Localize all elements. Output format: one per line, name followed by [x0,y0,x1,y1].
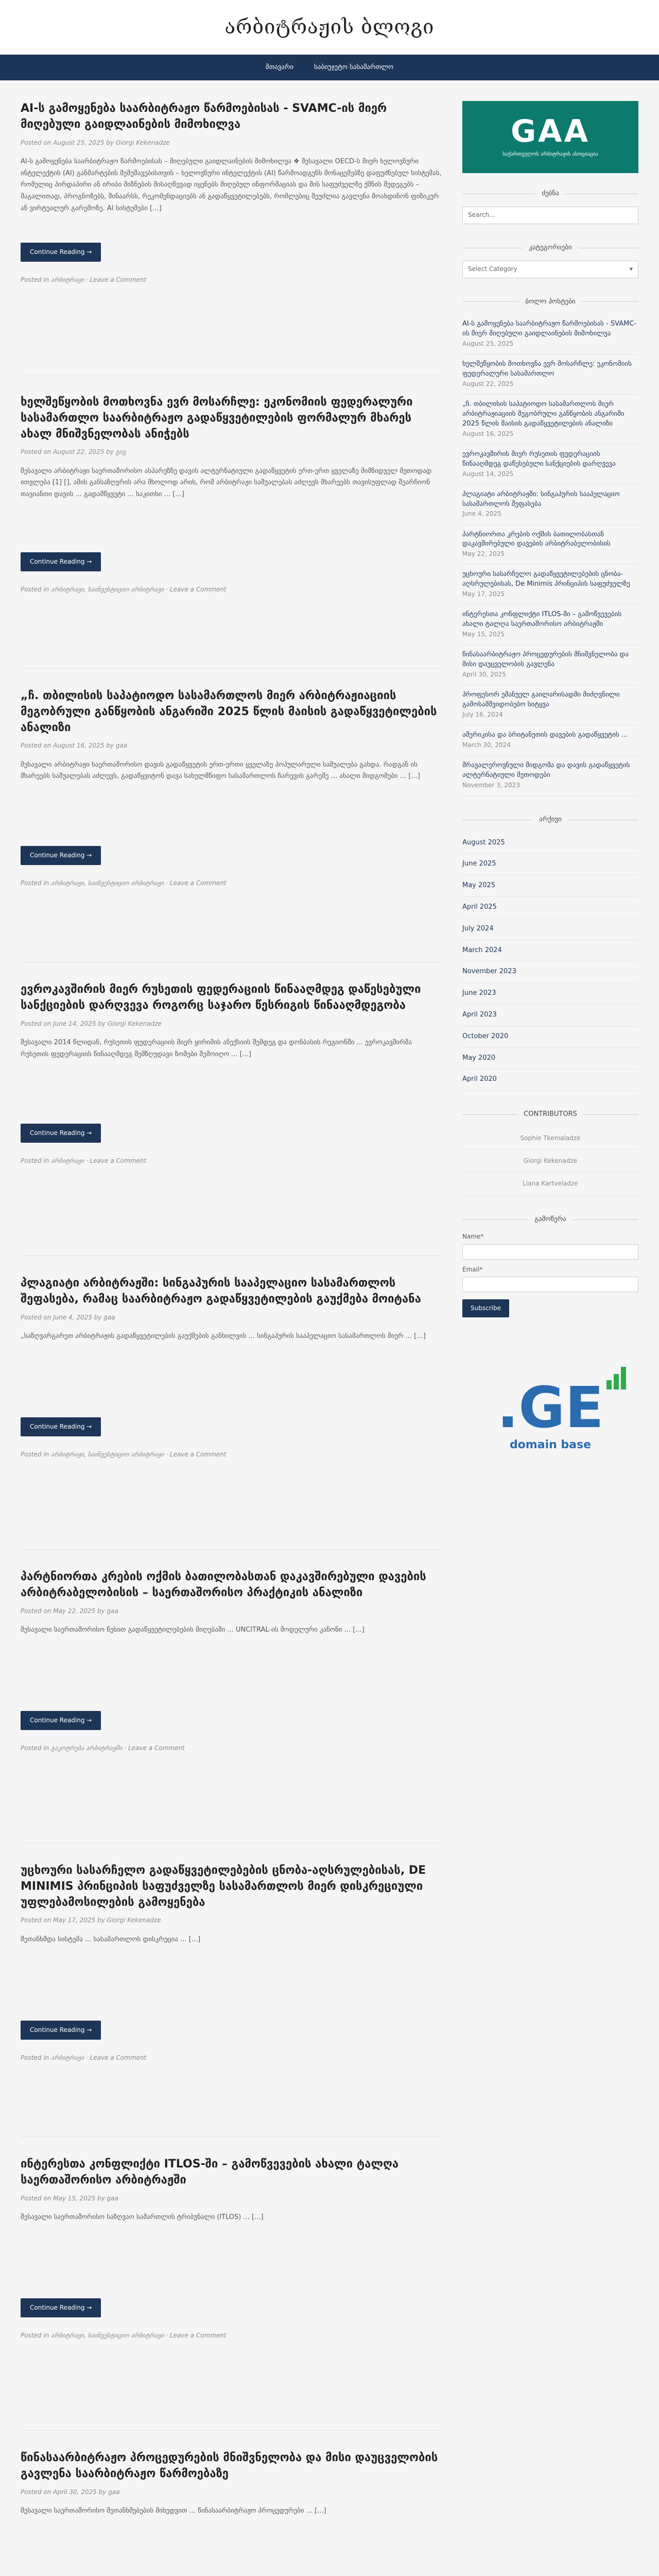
recent-post-date: May 17, 2025 [462,590,505,598]
widget-title: გამოწერა [462,1214,638,1225]
post-excerpt: შესავალი არბიტრაჟი საერთაშორისო დავის გადაწყვეტის ერთ-ერთი ყველაზე პოპულარული საშუალება გახდა. რადგან ის მხარეებს საშუალებას აძლევს, გადაწყვიტონ დავა სახელმწიფო სასამართლოს ჩარევის გარეშე ... ახალი მიდგომები ... [...] [21,760,420,781]
post-title[interactable]: ხელშეწყობის მოთხოვნა ევრ მოსარჩლე: ეკონომიის ფედერალური სასამართლო საარბიტრაჟო გადაწყვეტილების ფორმალურ მხარეს ახალ მნიშვნელობას ანიჭებს [21,396,413,440]
recent-post-date: April 30, 2025 [462,670,506,678]
archive-link[interactable]: July 2024 [462,919,638,940]
category-select-value: Select Category [468,265,517,273]
recent-post-title[interactable]: ამერიკისა და ბრიტანეთის დავების გადაწყვეტის ... [462,731,628,739]
recent-post-date: August 14, 2025 [462,470,514,478]
post-meta: Posted on May 17, 2025 by Giorgi Kekenadze [21,1917,161,1924]
contributors-widget [462,1109,638,1195]
post [21,1276,442,1550]
subscribe-button[interactable]: Subscribe [462,1299,509,1317]
post [21,2450,442,2576]
post [21,1569,442,1843]
search-placeholder: Search... [468,211,495,219]
archive-link[interactable]: June 2023 [462,983,638,1005]
post-footer[interactable]: Posted in არბიტრაჟი, საინვესტიციო არბიტრაჟი · Leave a Comment [21,879,227,887]
name-field[interactable] [462,1244,638,1260]
recent-post-item[interactable] [462,645,638,685]
recent-post-date: August 16, 2025 [462,430,514,437]
continue-reading-button[interactable]: Continue Reading → [21,2298,101,2317]
recent-post-title[interactable]: პარტნიორთა კრების ოქმის ბათილობასთან დაკავშირებული დავების არბიტრაბელობისის [462,530,611,548]
recent-post-title[interactable]: უცხოური სასარჩელო გადაწყვეტილებების ცნობა-აღსრულებისას, De Minimis პრინციპის საფუძველზე [462,570,630,588]
continue-reading-button[interactable]: Continue Reading → [21,1417,101,1436]
archive-link[interactable]: April 2023 [462,1005,638,1026]
recent-post-date: June 4, 2025 [462,510,501,518]
name-label: Name* [462,1233,484,1241]
contributor-link[interactable]: Sophie Tkemaladze [462,1127,638,1150]
recent-post-item[interactable] [462,725,638,756]
widget-title: კატეგორიები [462,243,638,253]
post-footer[interactable]: Posted in არბიტრაჟი · Leave a Comment [21,276,147,283]
recent-post-title[interactable]: AI-ს გამოყენება საარბიტრაჟო წარმოებისას - SVAMC-ის მიერ მიღებული გაიდლაინების მიმოხილვა [462,320,637,338]
post-excerpt: AI-ს გამოყენება საარბიტრაჟო წარმოებისას – მიღებული გაიდლაინების მიმოხილვა ❖ შესავალი OECD-ს მიერ ხელოვნური ინტელექტის (AI) განმარტების შემუშავებისთვის – ხელოვნური ინტელექტის (AI) წარმოადგენს მონაცემებზე დაფუძნებულ სისტემას, რომელიც პირდაპირი ან ირიბი მიზნების მისაღწევად იყენებს მიღებულ ინფორმაციას და მის საფუძველზე ქმნის შედეგებს – მაგალითად, პროგნოზებს, შინაარსს, რეკომენდაციებს ან გადაწყვეტილებებს, რომლებიც შეუძლია გავლენა მოახდინონ ფიზიკურ ან ვირტუალურ გარემოზე. AI სისტემები [...] [21,157,442,212]
widget-title: CONTRIBUTORS [462,1109,638,1120]
post-excerpt: შესავალი საერთაშორისო წესით გადაწყვეტილებების მიღებაში ... UNCITRAL-ის მოდელური კანონი ... [...] [21,1625,365,1634]
site-title[interactable]: არბიტრაჟის ბლოგი [224,15,435,38]
post-footer[interactable]: Posted in არბიტრაჟი · Leave a Comment [21,2054,147,2061]
recent-post-title[interactable]: „ჩ. თბილისის საპატიოდო სასამართლოს მიერ არბიტრაჟიაციის მეგობრული განწყობის ანგარიში 2025 წლის მაისის გადაწყვეტილების ანალიზი [462,400,625,428]
post-footer[interactable]: Posted in არბიტრაჟი, საინვესტიციო არბიტრაჟი · Leave a Comment [21,1450,227,1458]
logo-subtitle: საქართველოს არბიტრაჟის ასოციაცია [502,151,598,157]
post-footer[interactable]: Posted in გაკოტრება არბიტრაჟში · Leave a Comment [21,1744,185,1752]
recent-post-title[interactable]: ხელშეწყობის მოთხოვნა ევრ მოსარჩლე: ეკონომიის ფედერალური სასამართლო [462,360,632,378]
sidebar [462,101,638,2576]
archive-link[interactable]: May 2025 [462,875,638,897]
recent-post-item[interactable] [462,445,638,485]
recent-post-item[interactable] [462,605,638,645]
content-wrap [21,101,638,2576]
site-header [0,0,659,55]
post-excerpt: შესავალი საერთაშორისო საზღვაო სამართლის ტრიბუნალი (ITLOS) ... [...] [21,2213,264,2221]
recent-post-title[interactable]: ევროკავშირის მიერ რუსეთის ფედერაციის წინააღმდეგ დაწესებული სანქციების დარღვევა [462,450,616,468]
archive-link[interactable]: November 2023 [462,961,638,983]
gaa-logo[interactable] [462,101,638,173]
nav-item-home[interactable]: მთავარი [265,63,294,71]
post [21,2157,442,2431]
post-excerpt: „საზღვარგარეთ არბიტრაჟის გადაწყვეტილების გაუქმების განხილვის ... სინგაპურის სააპელაციო სასამართლოს მიერ ... [...] [21,1332,426,1340]
recent-post-date: August 22, 2025 [462,380,514,387]
recent-post-date: November 3, 2023 [462,781,521,789]
subscribe-widget [462,1214,638,1317]
post-title[interactable]: პარტნიორთა კრების ოქმის ბათილობასთან დაკავშირებული დავების არბიტრაბელობისის – საერთაშორისო პრაქტიკის ანალიზი [21,1570,426,1599]
widget-title: ძებნა [462,189,638,199]
email-field[interactable] [462,1277,638,1292]
recent-post-title[interactable]: ინტერესთა კონფლიქტი ITLOS-ში – გამოწვევების ახალი ტალღა საერთაშორისო არბიტრაჟში [462,611,622,629]
recent-post-title[interactable]: პლაგიატი არბიტრაჟში: სინგაპურის სააპელაციო სასამართლოს შეფასება [462,490,620,508]
post-meta: Posted on August 16, 2025 by gaa [21,742,128,750]
archive-link[interactable]: October 2020 [462,1026,638,1048]
post [21,1863,442,2137]
category-select[interactable] [462,261,638,278]
nav-item-budget-court[interactable]: საბიუჯეტო სასამართლო [314,63,394,71]
post-meta: Posted on June 14, 2025 by Giorgi Kekenadze [21,1020,162,1027]
badge-subtitle: domain base [509,1438,592,1451]
recent-post-item[interactable] [462,525,638,565]
archive-link[interactable]: April 2025 [462,897,638,919]
post [21,982,442,1256]
recent-post-date: March 30, 2024 [462,741,511,749]
post-title[interactable]: წინასაარბიტრაჟო პროცედურების მნიშვნელობა და მისი დაუცველობის გავლენა საარბიტრაჟო წარმოებაზე [21,2451,438,2480]
logo-text: GAA [510,113,591,149]
continue-reading-button[interactable]: Continue Reading → [21,2021,101,2040]
recent-post-title[interactable]: მრავალეროვნული მიდგომა და დავის გადაწყვეტის ალტერნატიული მეთოდები [462,761,630,779]
recent-post-title[interactable]: წინასაარბიტრაჟო პროცედურების მნიშვნელობა და მისი დაუცველობის გავლენა [462,651,629,669]
search-widget [462,189,638,224]
categories-widget [462,243,638,278]
post-excerpt: შესავალი საერთაშორისო შეთანხმებების მიხედვით ... წინასაარბიტრაჟო პროცედურები ... [...] [21,2506,326,2515]
recent-post-title[interactable]: პროფესორ ემანუელ გაილარისადმი მიძღვნილი გამოსამშვიდობებო სიტყვა [462,691,620,708]
post-meta: Posted on June 4, 2025 by gaa [21,1313,115,1321]
recent-post-date: May 22, 2025 [462,550,505,558]
post-meta: Posted on August 25, 2025 by Giorgi Kekenadze [21,139,170,146]
continue-reading-button[interactable]: Continue Reading → [21,1711,101,1730]
recent-post-item[interactable] [462,685,638,725]
post-meta: Posted on May 15, 2025 by gaa [21,2194,118,2202]
continue-reading-button[interactable]: Continue Reading → [21,243,101,262]
recent-post-date: August 25, 2025 [462,340,514,348]
badge-text: .GE [497,1374,604,1440]
bar-chart-icon [606,1367,626,1389]
post-excerpt: შეთანხმდა სისტემა ... სასამართლოს დისკრეცია ... [...] [21,1935,201,1943]
recent-post-item[interactable] [462,395,638,445]
archives-widget [462,815,638,1091]
post [21,395,442,669]
recent-post-date: July 16, 2024 [462,710,503,718]
archive-link[interactable]: May 2020 [462,1048,638,1070]
recent-post-item[interactable] [462,485,638,525]
continue-reading-button[interactable]: Continue Reading → [21,1124,101,1143]
post-footer[interactable]: Posted in არბიტრაჟი · Leave a Comment [21,1157,147,1164]
search-input[interactable] [462,207,638,224]
post-title[interactable]: უცხოური სასარჩელო გადაწყვეტილებების ცნობა-აღსრულებისას, DE MINIMIS პრინციპის საფუძველზე სასამართლოს მიერ დისკრეციული უფლებამოსილების გამოყენება [21,1864,426,1909]
archive-link[interactable]: August 2025 [462,833,638,854]
post [21,101,442,375]
post-meta: Posted on August 22, 2025 by გიგ [21,448,126,456]
archive-link[interactable]: April 2020 [462,1069,638,1091]
continue-reading-button[interactable]: Continue Reading → [21,846,101,865]
recent-post-item[interactable] [462,314,638,354]
contributor-link[interactable]: Liana Kartveladze [462,1173,638,1195]
widget-title: ბოლო პოსტები [462,297,638,308]
recent-posts-widget [462,297,638,796]
widget-title: არქივი [462,815,638,825]
post-meta: Posted on April 30, 2025 by gaa [21,2488,120,2496]
email-label: Email* [462,1265,483,1273]
recent-post-item[interactable] [462,756,638,796]
post-title[interactable]: ინტერესთა კონფლიქტი ITLOS-ში – გამოწვევების ახალი ტალღა საერთაშორისო არბიტრაჟში [21,2158,399,2187]
post-footer[interactable]: Posted in არბიტრაჟი, საინვესტიციო არბიტრაჟი · Leave a Comment [21,2331,227,2339]
recent-post-date: May 15, 2025 [462,631,505,638]
post-title[interactable]: „ჩ. თბილისის საპატიოდო სასამართლოს მიერ არბიტრაჟიაციის მეგობრული განწყობის ანგარიში 2025 წლის მაისის გადაწყვეტილების ანალიზი [21,689,437,734]
post [21,688,442,962]
post-excerpt: შესავალი არბიტრაჟი საერთაშორისო ასპარეზზე დავის ალტერნატიული გადაწყვეტის ერთ-ერთ ყველაზე მიმზიდველ მეთოდად ითვლება [1] [], ამის განსაზღვრის არა მხოლოდ არის, რომ არბიტრაჟი საშუალებას აძლევს მხარეებს თავისუფლად შეარჩიონ თავიანთი დავის ... გადამწყვეტი ... საკითხი ... [...] [21,467,432,499]
contributor-link[interactable]: Giorgi Kekenadze [462,1150,638,1173]
post-meta: Posted on May 22, 2025 by gaa [21,1607,118,1615]
recent-post-item[interactable] [462,565,638,605]
post-footer[interactable]: Posted in არბიტრაჟი, საინვესტიციო არბიტრაჟი · Leave a Comment [21,585,227,593]
post-title[interactable]: ევროკავშირის მიერ რუსეთის ფედერაციის წინააღმდეგ დაწესებული სანქციების დარღვევა როგორც საჯარო წესრიგის წინააღმდეგობა [21,983,421,1012]
domain-badge[interactable] [462,1374,638,1454]
recent-post-item[interactable] [462,354,638,395]
main-nav [0,55,659,80]
archive-link[interactable]: June 2025 [462,854,638,875]
chevron-down-icon: ▾ [629,265,633,273]
posts-list [21,101,442,2576]
continue-reading-button[interactable]: Continue Reading → [21,552,101,571]
post-title[interactable]: პლაგიატი არბიტრაჟში: სინგაპურის სააპელაციო სასამართლოს შეფასება, რამაც საარბიტრაჟო გადაწყვეტილების გაუქმება მოიტანა [21,1277,421,1306]
post-title[interactable]: AI-ს გამოყენება საარბიტრაჟო წარმოებისას - SVAMC-ის მიერ მიღებული გაიდლაინების მიმოხილვა [21,102,387,131]
archive-link[interactable]: March 2024 [462,940,638,962]
post-excerpt: შესავალი 2014 წლიდან, რუსეთის ფედერაციის მიერ ყირიმის ანექსიის შემდეგ და დონბასის რეგიონში ... ევროკავშირმა რუსეთის ფედერაციის წინააღმდეგ შემზღუდავი ზომები შემოიღო ... [...] [21,1038,412,1058]
